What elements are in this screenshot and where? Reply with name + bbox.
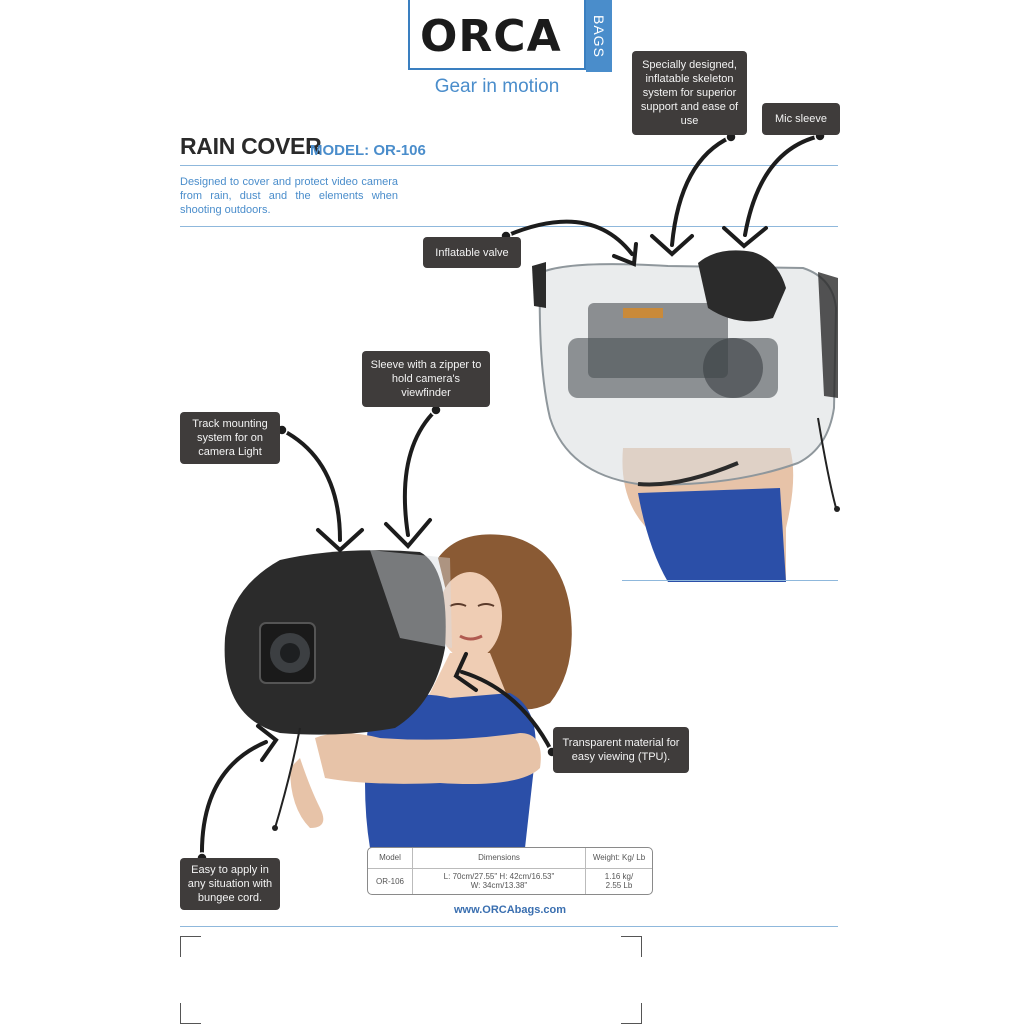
specs-weight-value <box>586 868 653 894</box>
model-label: MODEL: OR-106 <box>310 142 426 159</box>
specs-dimensions-line-1: L: 70cm/27.55" H: 42cm/16.53" <box>443 872 555 882</box>
tagline: Gear in motion <box>434 76 560 97</box>
arrow-valve <box>506 222 632 254</box>
logo-wordmark: ORCA <box>420 11 562 62</box>
crop-mark-top-left <box>180 936 201 957</box>
page-title: RAIN COVER <box>180 133 322 159</box>
specs-model-value: OR-106 <box>368 868 413 894</box>
crop-mark-bottom-right <box>621 1003 642 1024</box>
specs-table <box>367 847 653 895</box>
specs-dimensions-value <box>413 868 586 894</box>
specs-weight-line-2: 2.55 Lb <box>605 881 633 891</box>
specs-header-weight: Weight: Kg/ Lb <box>586 848 653 868</box>
callout-bungee-cord: Easy to apply in any situation with bungee cord. <box>180 858 280 910</box>
specs-dimensions-line-2: W: 34cm/13.38" <box>470 881 528 891</box>
specs-header-dimensions: Dimensions <box>413 848 586 868</box>
arrow-track <box>282 430 340 540</box>
callout-viewfinder-sleeve: Sleeve with a zipper to hold camera's viewfinder <box>362 351 490 407</box>
specs-weight-line-1: 1.16 kg/ <box>604 872 634 882</box>
callout-skeleton: Specially designed, inflatable skeleton system for superior support and ease of use <box>632 51 747 135</box>
product-description: Designed to cover and protect video camera from rain, dust and the elements when shooting outdoors. <box>180 176 398 216</box>
arrow-skeleton <box>672 137 731 245</box>
callout-track-mounting: Track mounting system for on camera Light <box>180 412 280 464</box>
callout-transparent-material: Transparent material for easy viewing (TPU). <box>553 727 689 773</box>
divider-bottom <box>180 926 838 927</box>
specs-header-model: Model <box>368 848 413 868</box>
callout-inflatable-valve: Inflatable valve <box>423 237 521 268</box>
arrow-transparent <box>462 672 552 752</box>
logo-side-text: BAGS <box>591 14 607 58</box>
arrow-viewfinder <box>405 410 436 535</box>
callout-mic-sleeve: Mic sleeve <box>762 103 840 135</box>
website-link[interactable]: www.ORCAbags.com <box>453 904 567 916</box>
arrow-mic <box>745 136 820 235</box>
arrow-bungee <box>202 742 266 858</box>
crop-mark-top-right <box>621 936 642 957</box>
crop-mark-bottom-left <box>180 1003 201 1024</box>
